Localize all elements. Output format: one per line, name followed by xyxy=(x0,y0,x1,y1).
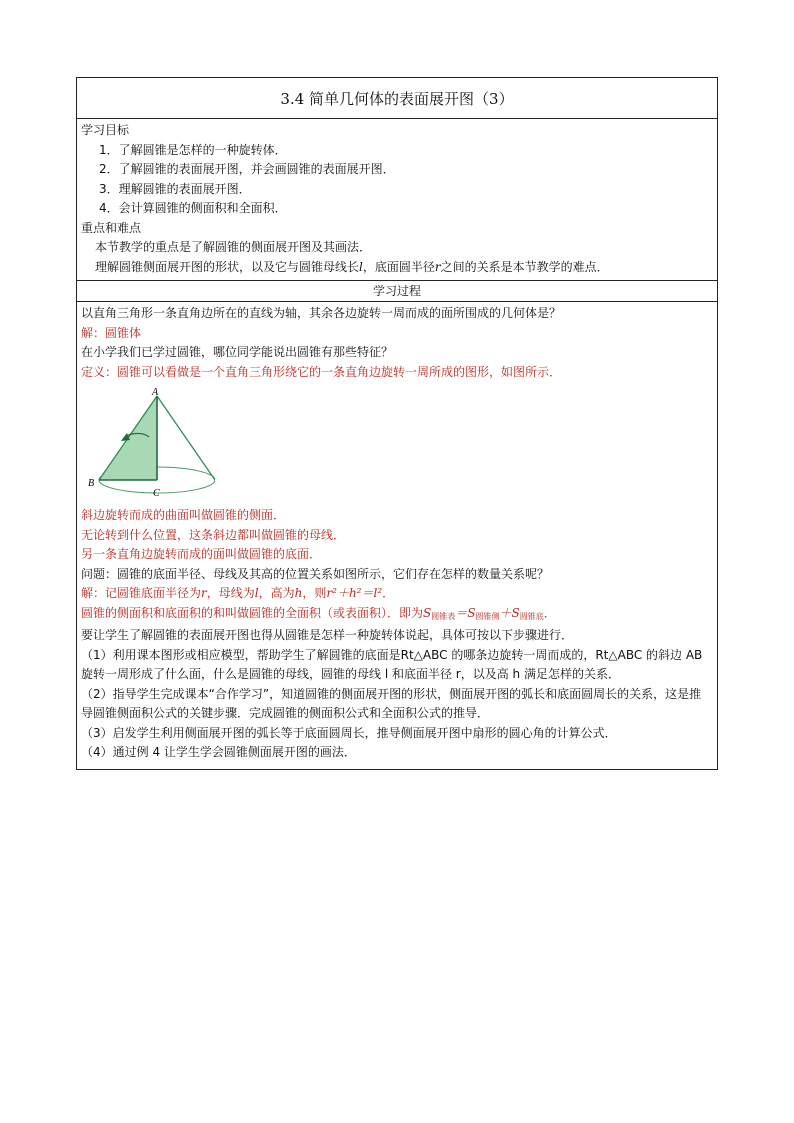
generatrix-definition: 无论转到什么位置，这条斜边都叫做圆锥的母线． xyxy=(81,527,346,542)
cone-diagram xyxy=(85,386,215,504)
step-1: （1）利用课本图形或相应模型，帮助学生了解圆锥的底面是Rt△ABC 的哪条边旋转一周而成的，Rt△ABC 的斜边 AB 旋转一周形成了什么面，什么是圆锥的母线，圆锥的母线 l 和底面半径 r，以及高 h 满足怎样的关系． xyxy=(81,647,703,681)
total-area-text: 圆锥的侧面积和底面积的和叫做圆锥的全面积（或表面积）．即为 xyxy=(81,605,424,620)
question-1: 以直角三角形一条直角边所在的直线为轴，其余各边旋转一周而成的面所围成的几何体是？ xyxy=(81,306,562,320)
total-area-end: ． xyxy=(543,605,556,620)
key-heading: 重点和难点 xyxy=(81,220,142,235)
goal-item: 2．了解圆锥的表面展开图，并会画圆锥的表面展开图． xyxy=(99,162,395,176)
label-c: C xyxy=(153,488,160,499)
question-2: 在小学我们已学过圆锥，哪位同学能说出圆锥有那些特征？ xyxy=(81,345,394,359)
key-line-2b: ，底面圆半径 xyxy=(362,259,435,274)
goal-item: 1．了解圆锥是怎样的一种旋转体． xyxy=(99,142,287,157)
question-3: 问题：圆锥的底面半径、母线及其高的位置关系如图所示，它们存在怎样的数量关系呢？ xyxy=(81,566,550,581)
rotation-arrowhead-icon xyxy=(121,433,130,441)
var-s: S xyxy=(423,605,432,620)
step-3: （3）启发学生利用侧面展开图的弧长等于底面圆周长，推导侧面展开图中扇形的圆心角的计算公式． xyxy=(81,725,617,740)
cone-figure xyxy=(81,382,713,506)
key-line-2a: 理解圆锥侧面展开图的形状，以及它与圆锥母线长 xyxy=(95,259,360,274)
base-definition: 另一条直角边旋转而成的面叫做圆锥的底面． xyxy=(81,547,322,561)
key-line-2c: 之间的关系是本节教学的难点． xyxy=(440,259,609,274)
answer-3-mid: ，母线为 xyxy=(206,586,255,600)
answer-3 xyxy=(81,584,713,604)
subscript-total: 圆锥表 xyxy=(431,611,456,621)
plus-s: ＋S xyxy=(499,605,520,620)
equals-s: ＝S xyxy=(455,605,476,620)
pythagoras-formula: r²＋h²＝l² xyxy=(326,586,383,600)
key-line-2 xyxy=(81,258,713,278)
process-heading: 学习过程 xyxy=(77,281,717,302)
definition: 定义：圆锥可以看做是一个直角三角形绕它的一条直角边旋转一周所成的图形，如图所示． xyxy=(81,364,562,379)
subscript-side: 圆锥侧 xyxy=(475,611,500,621)
page-title: 3.4 简单几何体的表面展开图（3） xyxy=(77,78,717,119)
var-h: h xyxy=(294,586,303,600)
label-a: A xyxy=(152,387,159,398)
answer-3-text: 解：记圆锥底面半径为 xyxy=(81,586,202,600)
var-r: r xyxy=(434,259,441,274)
subscript-base: 圆锥底 xyxy=(519,611,544,621)
total-area-definition xyxy=(81,604,713,627)
label-b: B xyxy=(88,478,95,489)
lesson-table xyxy=(76,77,718,770)
var-l: l xyxy=(359,259,363,274)
goal-item: 3．理解圆锥的表面展开图． xyxy=(99,181,251,196)
answer-1: 解：圆锥体 xyxy=(81,325,142,340)
var-l: l xyxy=(254,586,259,600)
answer-3-then: ，则 xyxy=(302,586,327,600)
process-section xyxy=(77,302,717,769)
goals-section xyxy=(77,119,717,281)
step-4: （4）通过例 4 让学生学会圆锥侧面展开图的画法． xyxy=(81,745,356,759)
answer-3-mid2: ，高为 xyxy=(258,586,295,600)
var-r: r xyxy=(201,586,207,600)
step-2: （2）指导学生完成课本“合作学习”，知道圆锥的侧面展开图的形状，侧面展开图的弧长和底面圆周长的关系，这是推导圆锥侧面积公式的关键步骤．完成圆锥的侧面积公式和全面积公式的推导． xyxy=(81,686,702,720)
side-definition: 斜边旋转而成的曲面叫做圆锥的侧面． xyxy=(81,508,286,522)
goals-heading: 学习目标 xyxy=(81,123,130,137)
guide-text: 要让学生了解圆锥的表面展开图也得从圆锥是怎样一种旋转体说起，具体可按以下步骤进行． xyxy=(81,628,574,642)
answer-3-end: ． xyxy=(382,586,395,600)
key-line-1: 本节教学的重点是了解圆锥的侧面展开图及其画法． xyxy=(95,240,372,254)
goal-item: 4．会计算圆锥的侧面积和全面积． xyxy=(99,201,287,215)
